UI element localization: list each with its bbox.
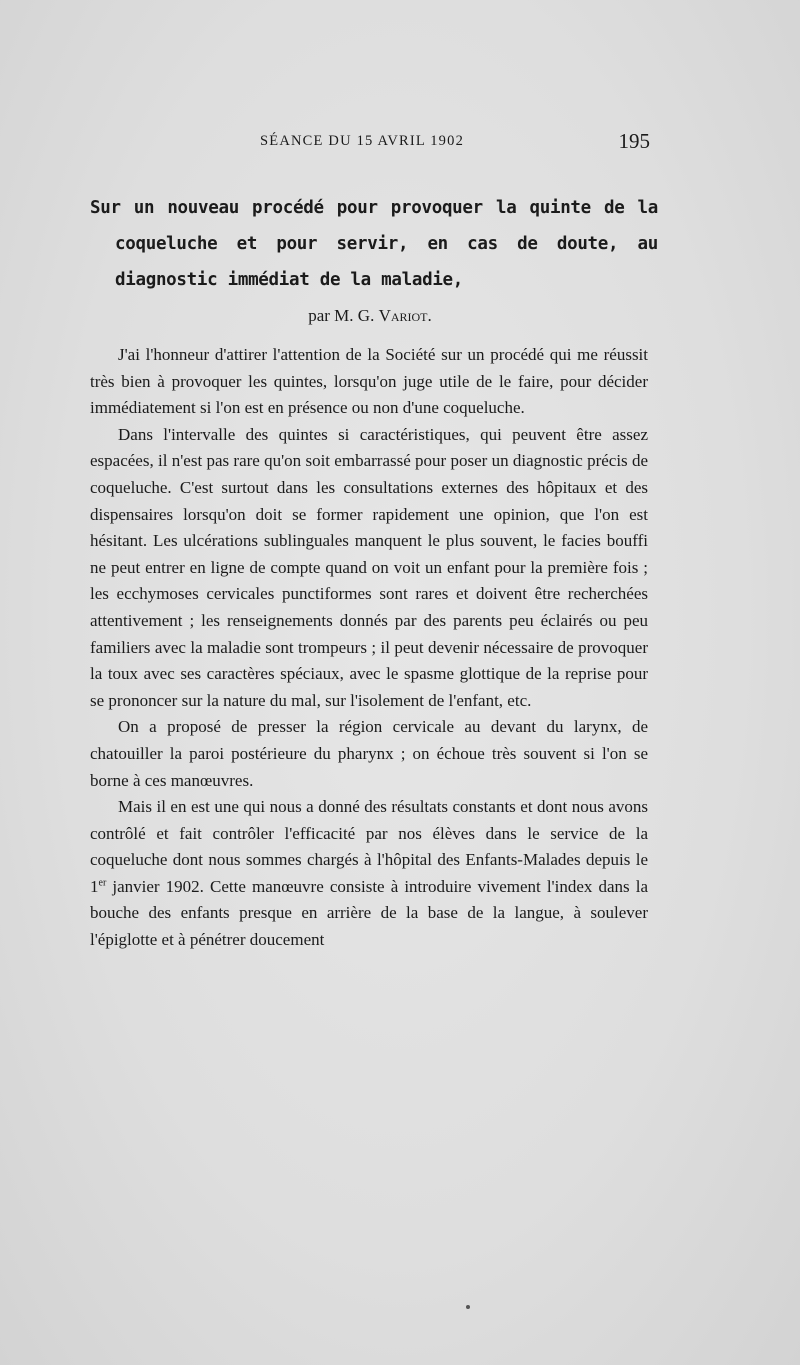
page-header <box>90 129 650 157</box>
byline <box>0 306 740 326</box>
running-head: SÉANCE DU 15 AVRIL 1902 <box>260 133 465 149</box>
ordinal-superscript: er <box>98 877 107 889</box>
paragraph: On a proposé de presser la région cervicale au devant du larynx, de chatouiller la paroi postérieure du pharynx ; on échoue très souvent si l'on se borne à ces manœuvres. <box>90 717 648 790</box>
page-number: 195 <box>618 129 650 153</box>
article-body <box>90 342 648 954</box>
paragraph-text: janvier 1902. Cette manœuvre consiste à introduire vivement l'index dans la bouche des enfants presque en arrière de la base de la langue, à soulever l'épiglotte et à pénétrer doucement <box>90 876 648 950</box>
paragraph: Dans l'intervalle des quintes si caractéristiques, qui peuvent être assez espacées, il n'est pas rare qu'on soit embarrassé pour poser un diagnostic précis de coqueluche. C'est surtout dans les consultations externes des hôpitaux et des dispensaires lorsqu'on doit se former rapidement une opinion, que l'on est hésitant. Les ulcérations sublinguales manquent le plus souvent, le facies bouffi ne peut entrer en ligne de compte quand on voit un enfant pour la première fois ; les ecchymoses cervicales punctiformes sont rares et doivent être recherchées attentivement ; les renseignements donnés par des parents peu éclairés ou peu familiers avec la maladie sont trompeurs ; il peut devenir nécessaire de provoquer la toux avec ses caractères spéciaux, avec le spasme glottique de la reprise pour se prononcer sur la nature du mal, sur l'isolement de l'enfant, etc. <box>90 424 648 710</box>
ink-speck <box>466 1305 470 1309</box>
paragraph-text: Mais il en est une qui nous a donné des résultats constants et dont nous avons contrôlé et fait contrôler l'efficacité par nos élèves dans le service de la coqueluche dont nous sommes chargés à l'hôpital des Enfants-Malades depuis le 1 <box>90 797 648 896</box>
paragraph: J'ai l'honneur d'attirer l'attention de la Société sur un procédé qui me réussit très bien à provoquer les quintes, lorsqu'on juge utile de le faire, pour décider immédiatement si l'on est en présence ou non d'une coqueluche. <box>90 345 648 418</box>
author-name: Variot. <box>378 306 432 325</box>
byline-prefix: par M. G. <box>308 306 375 325</box>
paragraph <box>90 794 648 954</box>
article-title: Sur un nouveau procédé pour provoquer la quinte de la coqueluche et pour servir, en cas de doute, au diagnostic immédiat de la maladie, <box>90 198 658 290</box>
